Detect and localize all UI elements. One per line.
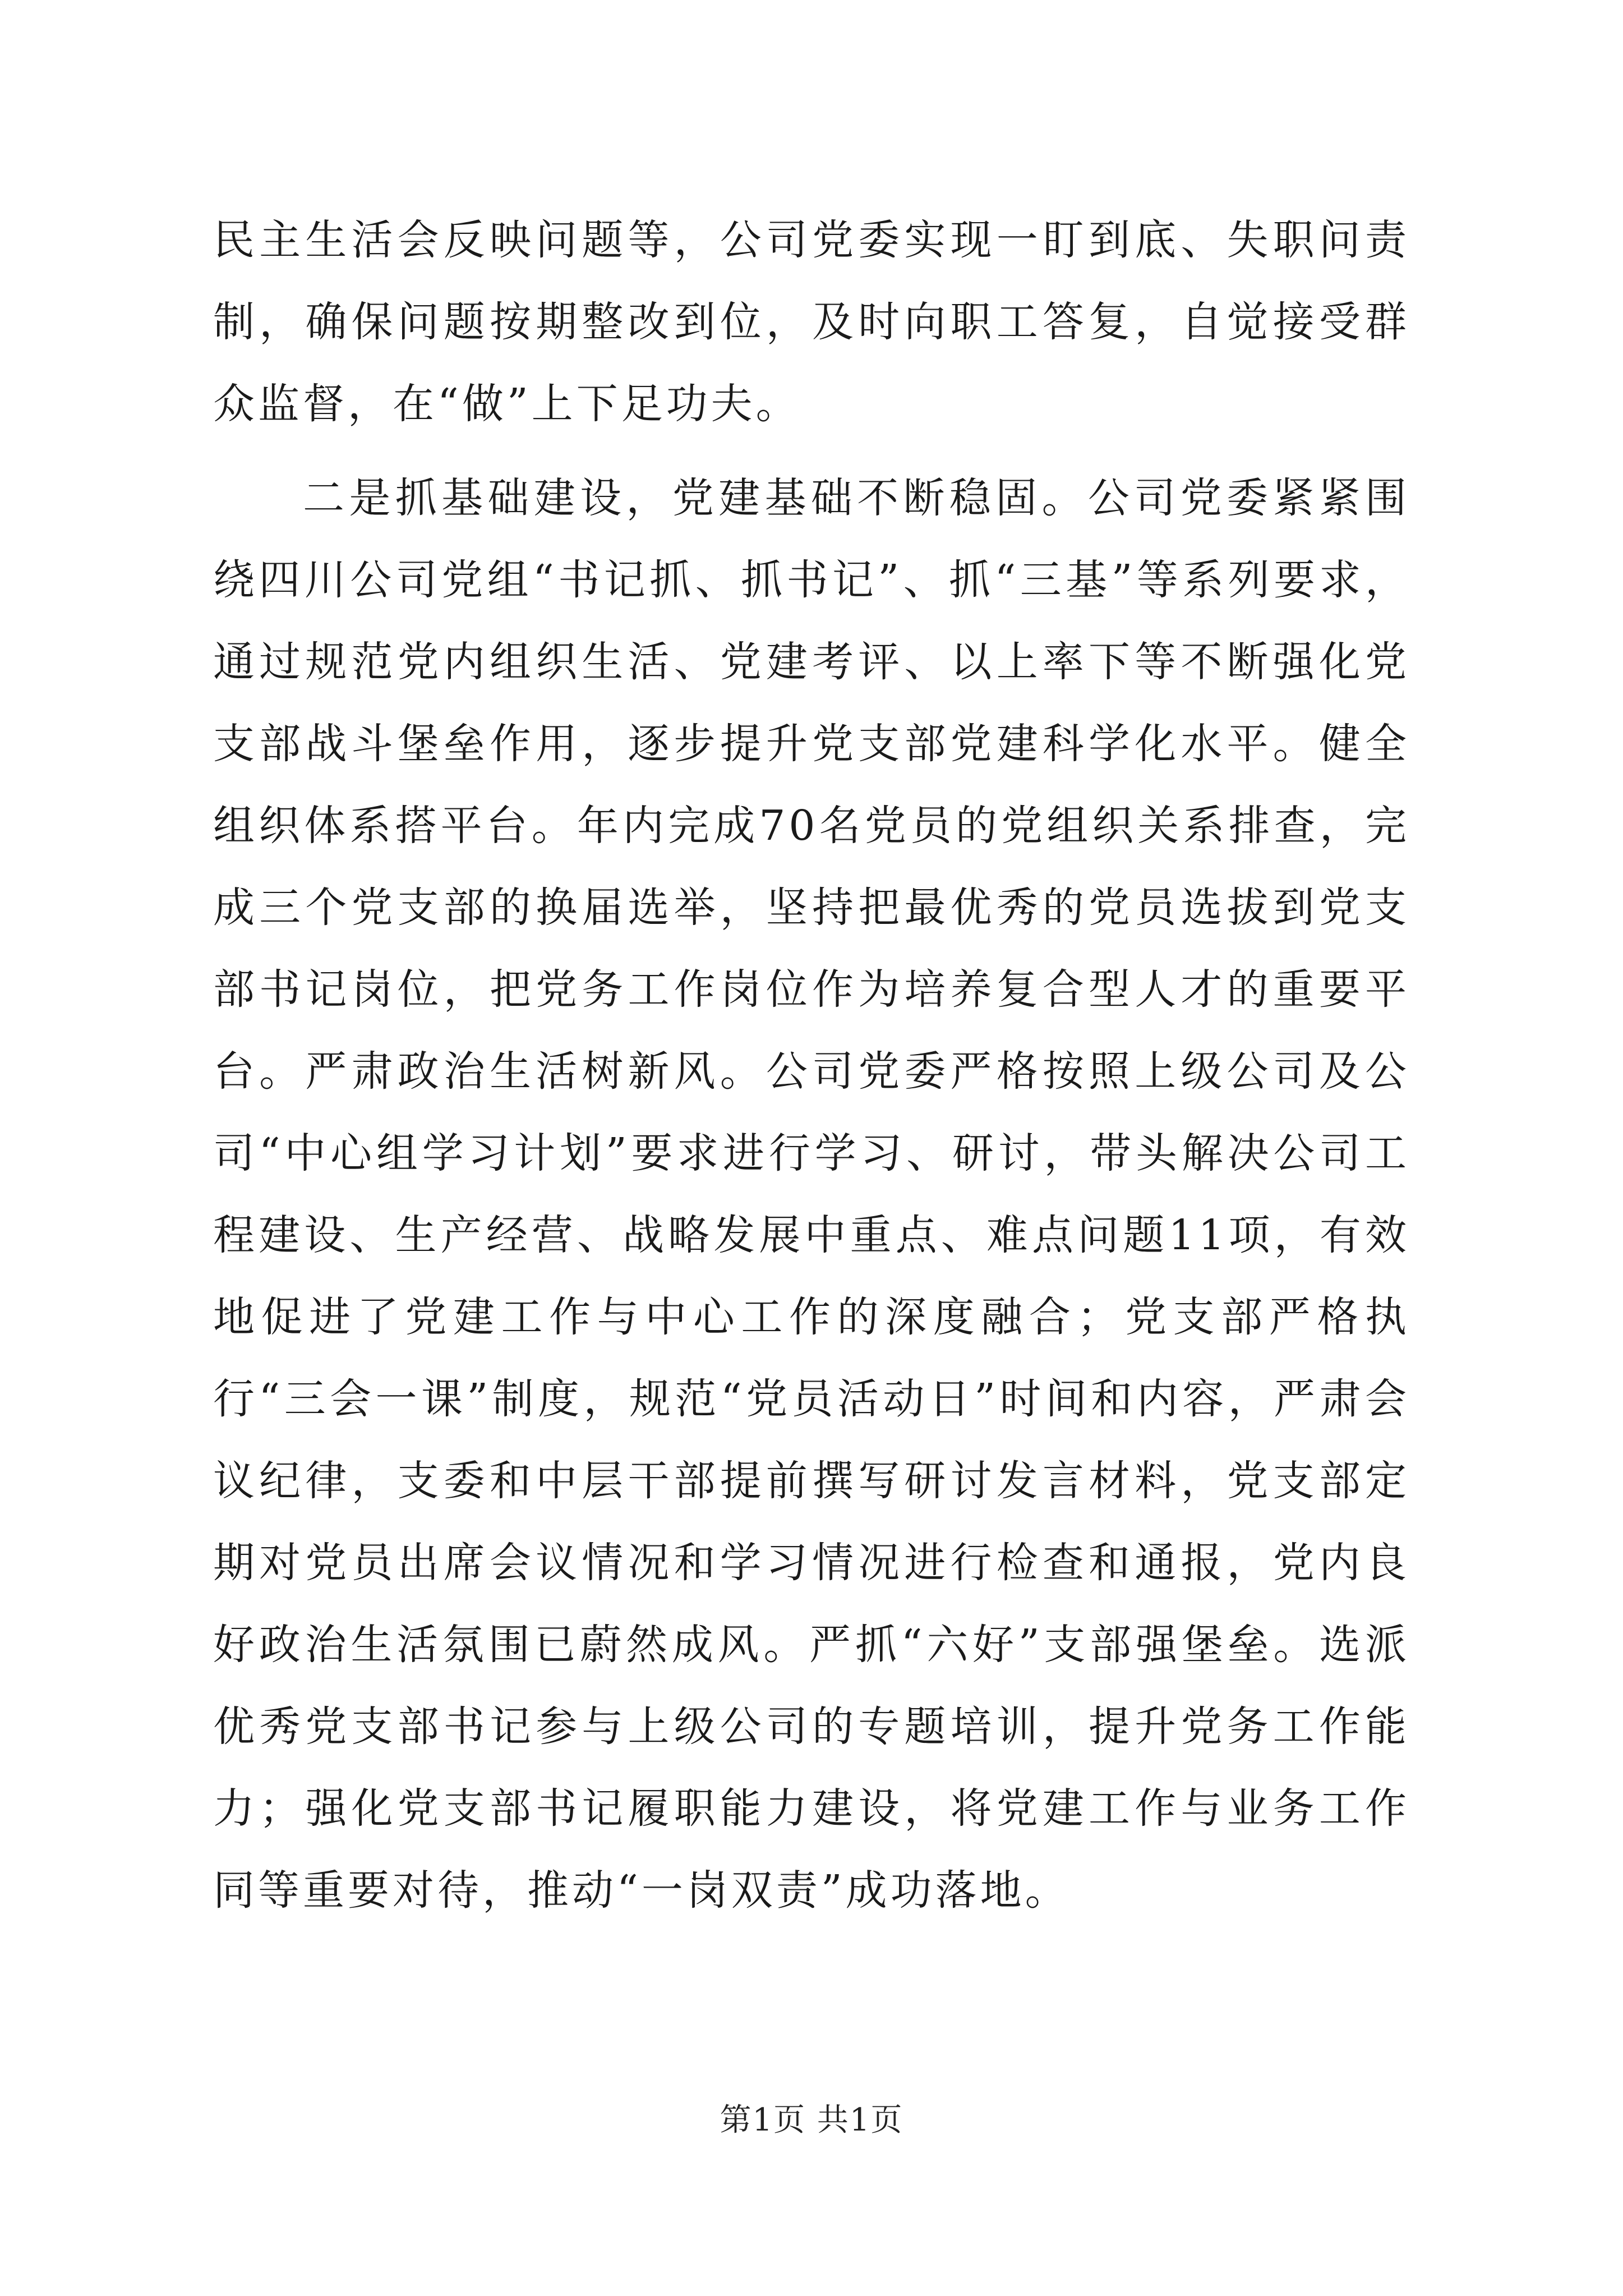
paragraph-foundation-building: 二是抓基础建设，党建基础不断稳固。公司党委紧紧围绕四川公司党组“书记抓、抓书记”、抓“三基”等系列要求，通过规范党内组织生活、党建考评、以上率下等不断强化党支部战斗堡垒作用，逐步提升党支部党建科学化水平。健全组织体系搭平台。年内完成70名党员的党组织关系排查，完成三个党支部的换届选举，坚持把最优秀的党员选拔到党支部书记岗位，把党务工作岗位作为培养复合型人才的重要平台。严肃政治生活树新风。公司党委严格按照上级公司及公司“中心组学习计划”要求进行学习、研讨，带头解决公司工程建设、生产经营、战略发展中重点、难点问题11项，有效地促进了党建工作与中心工作的深度融合；党支部严格执行“三会一课”制度，规范“党员活动日”时间和内容，严肃会议纪律，支委和中层干部提前撰写研讨发言材料，党支部定期对党员出席会议情况和学习情况进行检查和通报，党内良好政治生活氛围已蔚然成风。严抓“六好”支部强堡垒。选派优秀党支部书记参与上级公司的专题培训，提升党务工作能力；强化党支部书记履职能力建设，将党建工作与业务工作同等重要对待，推动“一岗双责”成功落地。 [213, 474, 1410, 1915]
paragraph-continuation: 民主生活会反映问题等，公司党委实现一盯到底、失职问责制，确保问题按期整改到位，及时向职工答复，自觉接受群众监督，在“做”上下足功夫。 [213, 216, 1410, 428]
page-number-footer: 第1页 共1页 [720, 2102, 903, 2138]
document-body [213, 199, 1410, 1931]
